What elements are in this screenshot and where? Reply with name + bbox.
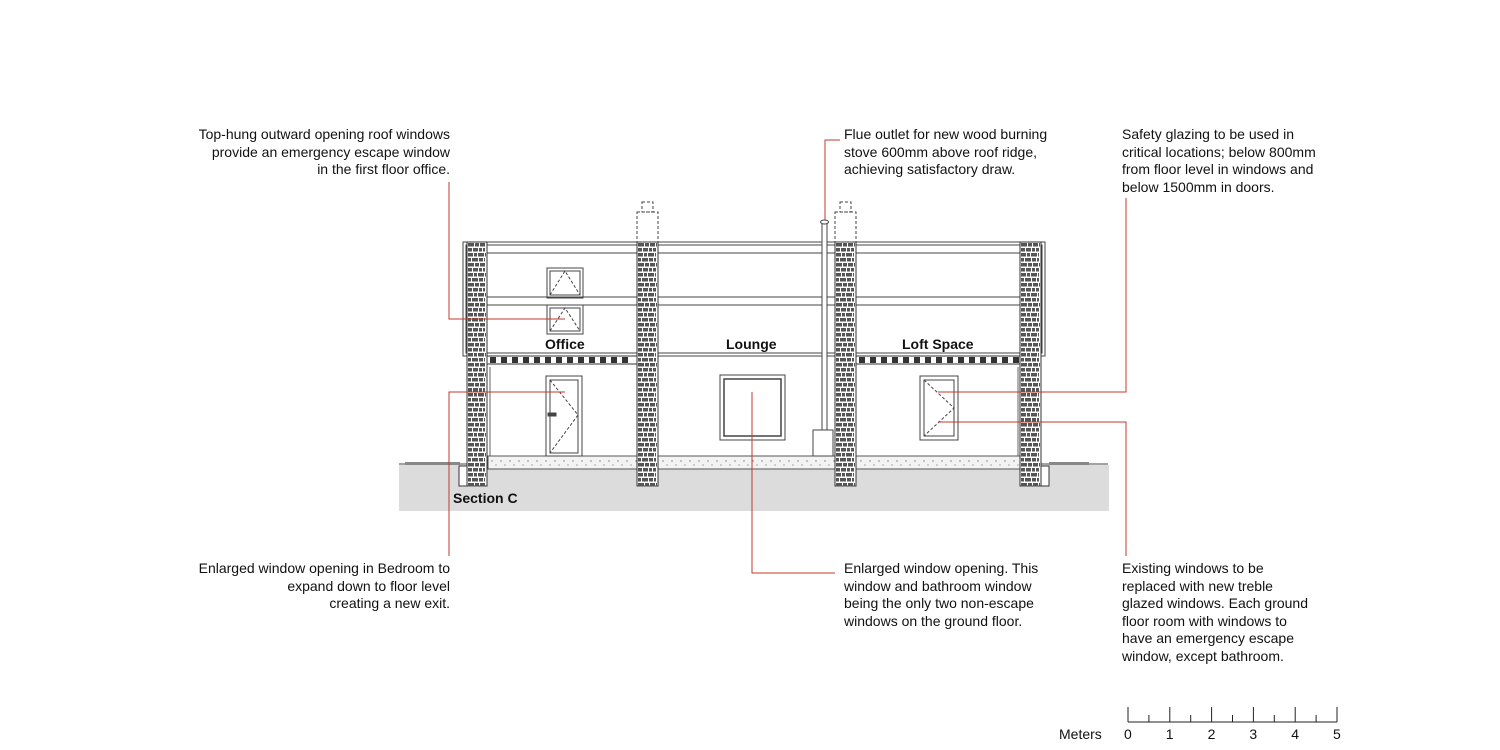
scale-tick-label: 5 xyxy=(1333,726,1341,742)
floor-joists xyxy=(487,356,1020,364)
section-label: Section C xyxy=(453,490,518,506)
office-door xyxy=(546,376,582,456)
floor-slab xyxy=(488,456,1020,469)
wall-left xyxy=(467,242,487,487)
wall-lounge-loft xyxy=(835,242,856,487)
room-label-loft: Loft Space xyxy=(902,336,974,352)
wall-right xyxy=(1020,242,1041,487)
flue-pipe xyxy=(813,220,833,456)
scale-bar xyxy=(1128,707,1337,722)
note-roof-windows: Top-hung outward opening roof windows provide an emergency escape window in the first floor office. xyxy=(198,126,450,178)
scale-tick-label: 0 xyxy=(1124,726,1132,742)
scale-tick-label: 3 xyxy=(1249,726,1258,742)
note-bedroom-window: Enlarged window opening in Bedroom to expand down to floor level creating a new exit. xyxy=(198,560,450,612)
roof-windows xyxy=(547,268,583,334)
room-label-office: Office xyxy=(545,336,585,352)
loft-window xyxy=(920,376,958,440)
scale-tick-label: 1 xyxy=(1165,726,1174,742)
scale-tick-label: 4 xyxy=(1291,726,1299,742)
joists-loft xyxy=(856,356,1020,364)
scale-unit-label: Meters xyxy=(1059,726,1102,742)
room-label-lounge: Lounge xyxy=(726,336,777,352)
wall-office-lounge xyxy=(637,242,658,487)
scale-tick-label: 2 xyxy=(1207,726,1216,742)
note-enlarged-window: Enlarged window opening. This window and bathroom window being the only two non-escape windows on the ground floor. xyxy=(844,560,1039,629)
wall-outlines xyxy=(490,306,1018,456)
note-flue: Flue outlet for new wood burning stove 600mm above roof ridge, achieving satisfactory draw. xyxy=(844,126,1048,178)
note-safety-glazing: Safety glazing to be used in critical locations; below 800mm from floor level in windows and below 1500mm in doors. xyxy=(1122,126,1316,195)
joists-office xyxy=(487,356,637,364)
note-existing-windows: Existing windows to be replaced with new treble glazed windows. Each ground floor room with windows to have an emergency escape window, except bathroom. xyxy=(1122,560,1309,664)
leader-flue xyxy=(825,140,840,220)
